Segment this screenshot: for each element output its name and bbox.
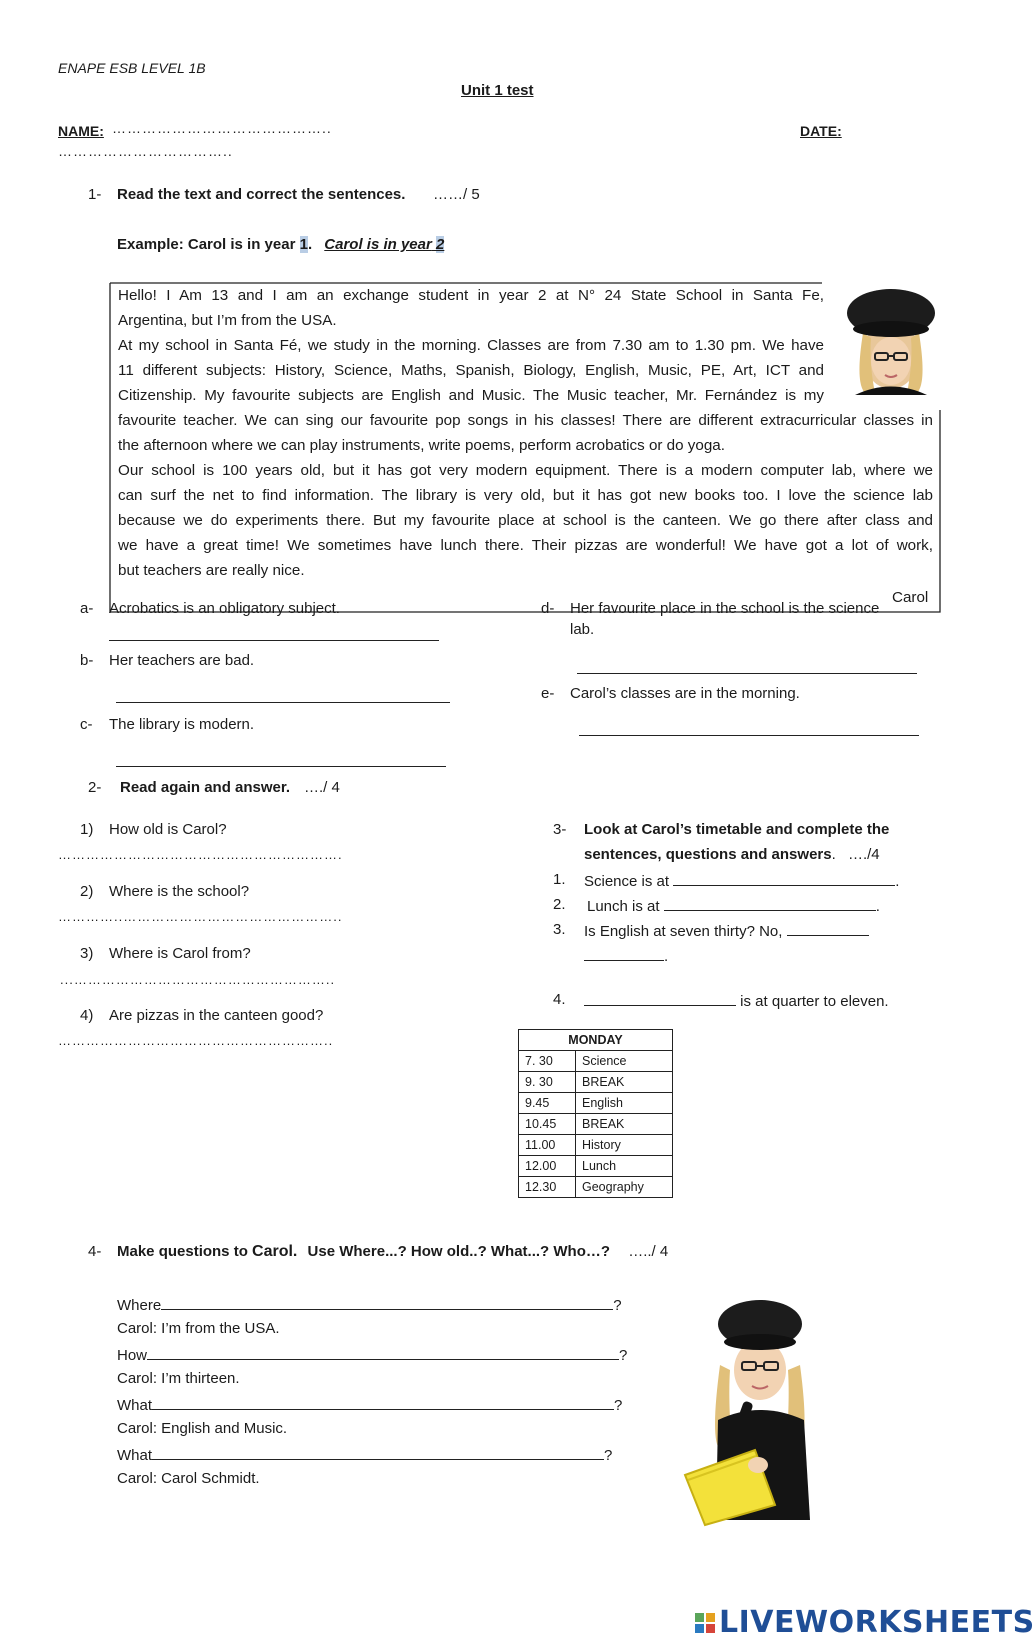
item-number: 2. xyxy=(553,896,566,913)
question-answer-dots[interactable]: …………..……………………………………….. xyxy=(58,909,343,924)
example-dot: . xyxy=(307,236,313,253)
section3-instruction-line1: Look at Carol’s timetable and complete the xyxy=(584,821,890,838)
carol-answer: Carol: I’m thirteen. xyxy=(117,1370,240,1387)
item-number: 1. xyxy=(553,871,566,888)
school-level: ENAPE ESB LEVEL 1B xyxy=(58,60,206,76)
make-question-line xyxy=(117,1295,622,1314)
reading-line: Our school is 100 years old, but it has got very modern equipment. There is a modern computer lab, where we xyxy=(118,462,933,479)
reading-line: we have a great time! We sometimes have lunch there. Their pizzas are wonderful! We have got a lot of work, xyxy=(118,537,933,554)
item-post: is at quarter to eleven. xyxy=(740,993,889,1010)
timetable-subject: English xyxy=(576,1093,673,1114)
table-row xyxy=(519,1114,673,1135)
carol-answer: Carol: I’m from the USA. xyxy=(117,1320,280,1337)
item-text xyxy=(584,991,889,1010)
timetable-time: 12.00 xyxy=(519,1156,576,1177)
make-question-line xyxy=(117,1445,612,1464)
sentence-d-answer-line[interactable] xyxy=(577,659,917,674)
reading-line: the afternoon where we can play instruments, write poems, perform acrobatics or do yoga. xyxy=(118,437,725,454)
reading-line: favourite teacher. We can sing our favourite pop songs in his classes! There are different extracurricular classes in xyxy=(118,412,933,429)
section1-instruction: Read the text and correct the sentences. xyxy=(117,186,406,203)
reading-line: 11 different subjects: History, Science, Maths, Spanish, Biology, English, Music, PE, Art, ICT and xyxy=(118,362,824,379)
sentence-e-answer-line[interactable] xyxy=(579,721,919,736)
carol-with-book-image xyxy=(680,1290,840,1520)
item-pre: Lunch is at xyxy=(587,898,660,915)
timetable-header-row xyxy=(519,1030,673,1051)
sentence-e-text: Carol’s classes are in the morning. xyxy=(570,685,800,702)
section1-number: 1- xyxy=(88,186,102,203)
example-answer-text: Carol is in year xyxy=(324,236,432,253)
reading-line: Citizenship. My favourite subjects are English and Music. The Music teacher, Mr. Fernández is my xyxy=(118,387,824,404)
item-number: 4. xyxy=(553,991,566,1008)
timetable-time: 11.00 xyxy=(519,1135,576,1156)
brand-name: LIVEWORKSHEETS xyxy=(719,1605,1035,1640)
question-starter: How xyxy=(117,1347,148,1364)
timetable-subject: BREAK xyxy=(576,1114,673,1135)
make-question-line xyxy=(117,1345,627,1364)
timetable-subject: Lunch xyxy=(576,1156,673,1177)
sentence-a-letter: a- xyxy=(80,600,94,617)
section4-instruction-b: Use Where...? How old..? What...? Who…? xyxy=(307,1243,611,1260)
table-row xyxy=(519,1156,673,1177)
section3-number: 3- xyxy=(553,821,567,838)
question-text: Are pizzas in the canteen good? xyxy=(109,1007,324,1024)
reading-line: can surf the net to find information. The library is very old, but it has got new books too. I love the science lab xyxy=(118,487,933,504)
section4-number: 4- xyxy=(88,1243,102,1260)
page-title: Unit 1 test xyxy=(461,82,534,99)
reading-text xyxy=(110,280,940,612)
sentence-a-text: Acrobatics is an obligatory subject. xyxy=(109,600,340,617)
liveworksheets-logo xyxy=(695,1605,1035,1640)
question-text: Where is Carol from? xyxy=(109,945,251,962)
carol-portrait-image xyxy=(835,283,947,395)
section2-score: …./ 4 xyxy=(304,779,340,796)
section3-instruction-text: sentences, questions and answers xyxy=(584,846,832,863)
question-starter: What xyxy=(117,1447,153,1464)
item-text-continued xyxy=(584,946,668,965)
table-row xyxy=(519,1051,673,1072)
make-question-line xyxy=(117,1395,622,1414)
sentence-d-letter: d- xyxy=(541,600,555,617)
timetable-subject: Geography xyxy=(576,1177,673,1198)
sentence-c-text: The library is modern. xyxy=(109,716,255,733)
question-number: 2) xyxy=(80,883,94,900)
name-label: NAME: xyxy=(58,123,104,139)
item-post: . xyxy=(895,873,900,890)
timetable-subject: History xyxy=(576,1135,673,1156)
sentence-c-answer-line[interactable] xyxy=(116,752,446,767)
question-answer-dots[interactable]: ...……………………………………………….. xyxy=(60,972,336,987)
item-post: . xyxy=(875,898,880,915)
item-text xyxy=(584,871,899,890)
timetable-subject: BREAK xyxy=(576,1072,673,1093)
question-mark: ? xyxy=(619,1347,628,1364)
sentence-b-text: Her teachers are bad. xyxy=(109,652,255,669)
question-blank[interactable] xyxy=(152,1445,604,1460)
sentence-a-answer-line[interactable] xyxy=(109,626,439,641)
section1-score: ……/ 5 xyxy=(433,186,480,203)
section3-instruction-dot: . xyxy=(831,846,836,863)
section4-instruction-name: Carol. xyxy=(252,1243,298,1260)
timetable xyxy=(518,1029,673,1198)
carol-answer: Carol: English and Music. xyxy=(117,1420,288,1437)
question-blank[interactable] xyxy=(152,1395,614,1410)
sentence-e-letter: e- xyxy=(541,685,555,702)
sentence-c-letter: c- xyxy=(80,716,93,733)
item-blank[interactable] xyxy=(673,871,895,886)
date-label: DATE: xyxy=(800,123,842,139)
item-number: 3. xyxy=(553,921,566,938)
sentence-d-text-line1: Her favourite place in the school is the science xyxy=(570,600,880,617)
item-text xyxy=(587,896,880,915)
timetable-time: 7. 30 xyxy=(519,1051,576,1072)
timetable-subject: Science xyxy=(576,1051,673,1072)
timetable-day: MONDAY xyxy=(519,1030,673,1051)
item-text xyxy=(584,921,869,940)
section3-score: …./4 xyxy=(847,846,880,863)
question-starter: What xyxy=(117,1397,153,1414)
item-blank[interactable] xyxy=(584,946,664,961)
item-blank[interactable] xyxy=(584,991,736,1006)
table-row xyxy=(519,1093,673,1114)
logo-squares-icon xyxy=(695,1613,715,1633)
question-mark: ? xyxy=(614,1397,623,1414)
name-field[interactable]: …………………………………….. xyxy=(112,120,332,136)
question-number: 3) xyxy=(80,945,94,962)
question-number: 1) xyxy=(80,821,94,838)
question-starter: Where xyxy=(117,1297,162,1314)
reading-line: Argentina, but I’m from the USA. xyxy=(118,312,337,329)
example-number: 1 xyxy=(299,236,308,253)
question-blank[interactable] xyxy=(161,1295,613,1310)
question-blank[interactable] xyxy=(147,1345,619,1360)
timetable-time: 12.30 xyxy=(519,1177,576,1198)
reading-signature: Carol xyxy=(892,589,929,606)
item-blank[interactable] xyxy=(664,896,876,911)
question-mark: ? xyxy=(613,1297,622,1314)
section4-score: …../ 4 xyxy=(628,1243,669,1260)
date-field[interactable]: …………………………….. xyxy=(58,143,233,159)
reading-line: but teachers are really nice. xyxy=(118,562,305,579)
sentence-d-text-line2: lab. xyxy=(570,621,595,638)
timetable-time: 9.45 xyxy=(519,1093,576,1114)
section4-instruction xyxy=(117,1243,668,1261)
item-blank[interactable] xyxy=(787,921,869,936)
question-mark: ? xyxy=(604,1447,613,1464)
carol-answer: Carol: Carol Schmidt. xyxy=(117,1470,260,1487)
question-text: Where is the school? xyxy=(109,883,250,900)
question-answer-dots[interactable]: ……………………………………………………. xyxy=(58,847,343,862)
timetable-time: 9. 30 xyxy=(519,1072,576,1093)
table-row xyxy=(519,1072,673,1093)
item-pre: Science is at xyxy=(584,873,670,890)
question-answer-dots[interactable]: ………………………………………………….. xyxy=(58,1033,334,1048)
section2-instruction: Read again and answer. xyxy=(120,779,291,796)
table-row xyxy=(519,1177,673,1198)
example-label: Example: Carol is in year xyxy=(117,236,296,253)
reading-line: At my school in Santa Fé, we study in the morning. Classes are from 7.30 am to 1.30 pm. We have xyxy=(118,337,824,354)
question-text: How old is Carol? xyxy=(109,821,227,838)
sentence-b-letter: b- xyxy=(80,652,94,669)
reading-line: Hello! I Am 13 and I am an exchange student in year 2 at N° 24 State School in Santa Fe, xyxy=(118,287,824,304)
reading-line: because we do experiments there. But my favourite place at school is the canteen. We go there after class and xyxy=(118,512,933,529)
section4-instruction-a: Make questions to xyxy=(117,1243,248,1260)
timetable-time: 10.45 xyxy=(519,1114,576,1135)
sentence-b-answer-line[interactable] xyxy=(116,688,450,703)
section2-number: 2- xyxy=(88,779,102,796)
table-row xyxy=(519,1135,673,1156)
section3-instruction-line2 xyxy=(584,846,880,863)
question-number: 4) xyxy=(80,1007,94,1024)
example-answer-number: 2 xyxy=(436,236,445,253)
item-pre: Is English at seven thirty? No, xyxy=(584,923,783,940)
item-post: . xyxy=(664,948,669,965)
